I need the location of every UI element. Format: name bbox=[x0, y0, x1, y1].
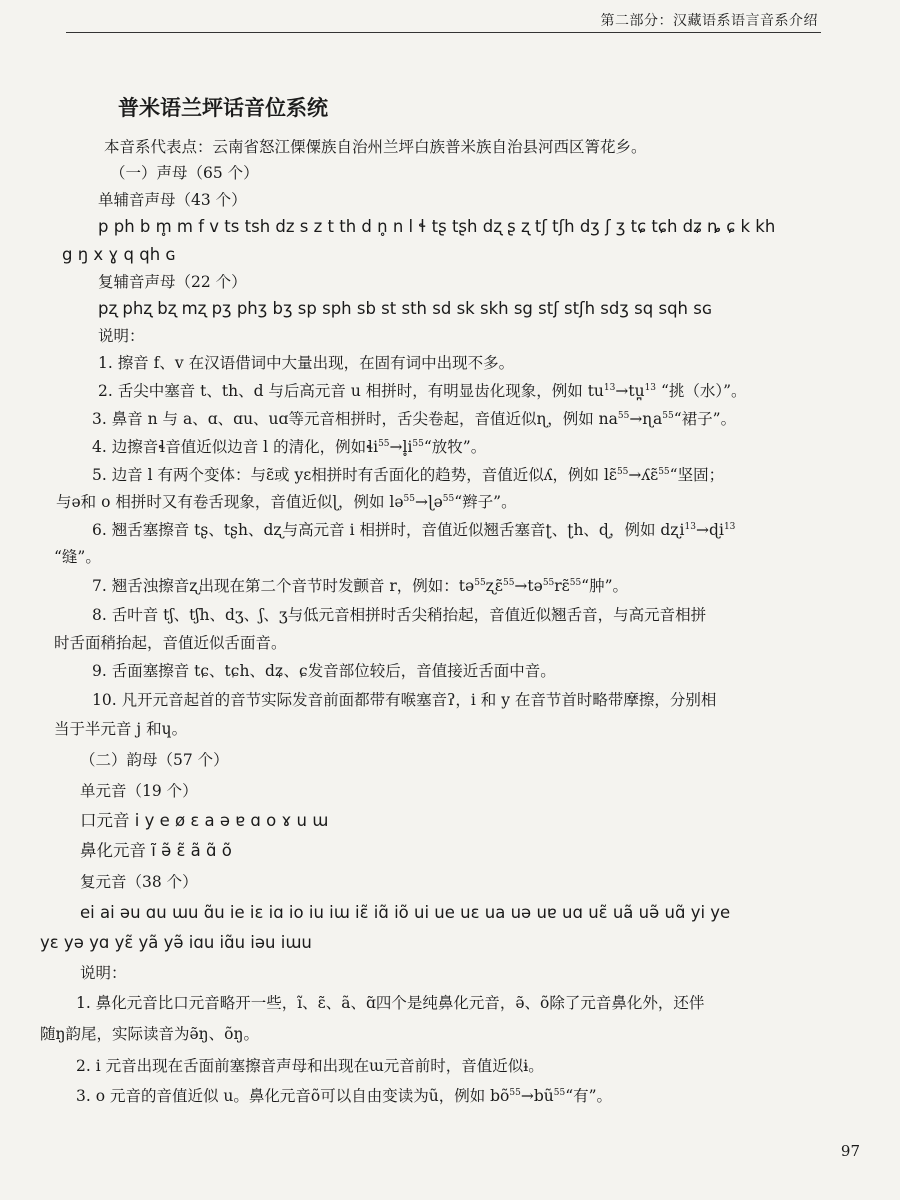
tone-mark: 55 bbox=[616, 467, 629, 477]
header-section-title: 第二部分：汉藏语系语言音系介绍 bbox=[600, 13, 818, 29]
note-7-text-d: rɛ̃ bbox=[554, 577, 570, 595]
note-5-text-c: “坚固； bbox=[669, 466, 725, 484]
nasal-vowels-line: 鼻化元音 ĩ ə̃ ɛ̃ ã ɑ̃ õ bbox=[80, 841, 232, 860]
tone-mark: 13 bbox=[684, 522, 696, 532]
note-5-text-a: 5. 边音 l 有两个变体：与ɛ̃或 yɛ相拼时有舌面化的趋势，音值近似ʎ，例如 lɛ̃ bbox=[92, 466, 617, 484]
note-5-line2-text-a: 与ə和 o 相拼时又有卷舌现象，音值近似ɭ，例如 lə bbox=[56, 493, 404, 511]
note-4-text-c: “放牧”。 bbox=[423, 438, 487, 456]
single-consonant-list-1: p ph b m̥ m f v ts tsh dz s z t th d n̥ n l ɬ tʂ tʂh dʐ ʂ ʐ tʃ tʃh dʒ ʃ ʒ tɕ tɕh dʑ ȵ ɕ k kh bbox=[98, 217, 776, 236]
compound-consonant-heading: 复辅音声母（22 个） bbox=[98, 273, 247, 291]
note-6-line-1 bbox=[92, 520, 735, 540]
compound-consonant-list: pʐ phʐ bʐ mʐ pʒ phʒ bʒ sp sph sb st sth sd sk skh sg stʃ stʃh sdʒ sq sqh sɢ bbox=[98, 299, 713, 318]
tone-mark: 55 bbox=[403, 494, 415, 504]
note-3 bbox=[92, 409, 736, 429]
note-4-text-b: →l̥i bbox=[389, 438, 413, 456]
note-8-line-2: 时舌面稍抬起，音值近似舌面音。 bbox=[54, 634, 287, 652]
header-rule bbox=[66, 32, 821, 33]
note-3-text-c: “裙子”。 bbox=[673, 410, 737, 428]
page-title: 普米语兰坪话音位系统 bbox=[118, 96, 328, 120]
note-2-text-c: “挑（水）”。 bbox=[656, 382, 747, 400]
note-4 bbox=[92, 437, 486, 457]
oral-vowels-line: 口元音 i y e ø ɛ a ə ɐ ɑ o ɤ u ɯ bbox=[80, 811, 329, 830]
vowel-note-3-text-c: “有”。 bbox=[565, 1087, 613, 1105]
note-7-text-c: →tə bbox=[514, 577, 543, 595]
page-number: 97 bbox=[840, 1142, 860, 1160]
vowel-note-1-line-1: 1. 鼻化元音比口元音略开一些，ĩ、ɛ̃、ã、ɑ̃四个是纯鼻化元音，ə̃、õ除了元音鼻化外，还伴 bbox=[76, 994, 705, 1012]
note-10-line-1: 10. 凡开元音起首的音节实际发音前面都带有喉塞音ʔ，i 和 y 在音节首时略带摩擦，分别相 bbox=[92, 691, 717, 709]
tone-mark: 13 bbox=[603, 383, 616, 393]
note-5-line2-text-b: →ɭə bbox=[415, 493, 443, 511]
note-7-text-e: “肿”。 bbox=[581, 577, 629, 595]
single-consonant-heading: 单辅音声母（43 个） bbox=[98, 191, 247, 209]
tone-mark: 55 bbox=[553, 1088, 566, 1098]
tone-mark: 13 bbox=[644, 383, 657, 393]
tone-mark: 13 bbox=[723, 522, 736, 532]
note-5-line-1 bbox=[92, 465, 724, 485]
tone-mark: 55 bbox=[542, 578, 555, 588]
note-4-text-a: 4. 边擦音ɬ音值近似边音 l 的清化，例如ɬi bbox=[92, 438, 379, 456]
tone-mark: 55 bbox=[569, 578, 582, 588]
vowel-note-2: 2. i 元音出现在舌面前塞擦音声母和出现在ɯ元音前时，音值近似ɨ。 bbox=[76, 1057, 544, 1075]
note-2 bbox=[98, 381, 747, 401]
vowel-note-3 bbox=[76, 1086, 612, 1106]
running-header bbox=[0, 0, 900, 40]
tone-mark: 55 bbox=[658, 467, 670, 477]
note-8-line-1: 8. 舌叶音 tʃ、tʃh、dʒ、ʃ、ʒ与低元音相拼时舌尖稍抬起，音值近似翘舌音，与高元音相拼 bbox=[92, 606, 707, 624]
finals-heading: （二）韵母（57 个） bbox=[80, 751, 229, 769]
notes-label-1: 说明： bbox=[98, 327, 145, 345]
monophthong-heading: 单元音（19 个） bbox=[80, 782, 198, 800]
tone-mark: 55 bbox=[509, 1088, 521, 1098]
tone-mark: 55 bbox=[442, 494, 455, 504]
note-10-line-2: 当于半元音 j 和ɥ。 bbox=[54, 720, 188, 738]
note-7 bbox=[92, 576, 628, 596]
note-6-text-b: →ɖi bbox=[695, 521, 724, 539]
note-9: 9. 舌面塞擦音 tɕ、tɕh、dʑ、ɕ发音部位较后，音值接近舌面中音。 bbox=[92, 662, 556, 680]
tone-mark: 55 bbox=[617, 411, 630, 421]
note-2-text-b: →tu̪ bbox=[615, 382, 645, 400]
note-5-line2-text-c: “辫子”。 bbox=[454, 493, 517, 511]
vowel-note-3-text-b: →bũ bbox=[520, 1087, 554, 1105]
initials-heading: （一）声母（65 个） bbox=[110, 164, 259, 182]
note-3-text-b: →ɳa bbox=[629, 410, 663, 428]
note-7-text-a: 7. 翘舌浊擦音ʐ出现在第二个音节时发颤音 r，例如：tə bbox=[92, 577, 475, 595]
note-6-text-a: 6. 翘舌塞擦音 tʂ、tʂh、dʐ与高元音 i 相拼时，音值近似翘舌塞音ʈ、ʈh、ɖ，例如 dʐi bbox=[92, 521, 685, 539]
single-consonant-list-2: g ŋ x ɣ q qh ɢ bbox=[62, 245, 176, 264]
note-2-text-a: 2. 舌尖中塞音 t、th、d 与后高元音 u 相拼时，有明显齿化现象，例如 tu bbox=[98, 382, 604, 400]
notes-label-2: 说明： bbox=[80, 964, 127, 982]
tone-mark: 55 bbox=[474, 578, 486, 588]
note-5-text-b: →ʎɛ̃ bbox=[628, 466, 659, 484]
compound-vowels-line-2: yɛ yə yɑ yɛ̃ yã yə̃ iɑu iɑ̃u iəu iɯu bbox=[40, 933, 312, 952]
vowel-note-3-text-a: 3. o 元音的音值近似 u。鼻化元音õ可以自由变读为ũ，例如 bõ bbox=[76, 1087, 510, 1105]
note-1: 1. 擦音 f、v 在汉语借词中大量出现，在固有词中出现不多。 bbox=[98, 354, 515, 372]
note-6-line-2: “缝”。 bbox=[54, 548, 101, 566]
note-5-line-2 bbox=[56, 492, 517, 512]
intro-line: 本音系代表点：云南省怒江傈僳族自治州兰坪白族普米族自治县河西区箐花乡。 bbox=[104, 138, 647, 156]
vowel-note-1-line-2: 随ŋ韵尾，实际读音为ə̃ŋ、õŋ。 bbox=[40, 1025, 259, 1043]
compound-vowels-line-1: ei ai əu ɑu ɯu ɑ̃u ie iɛ iɑ io iu iɯ iɛ̃ iɑ̃ iõ ui ue uɛ ua uə uɐ uɑ uɛ̃ uã uə̃ uɑ̃ yi ye bbox=[80, 903, 731, 922]
tone-mark: 55 bbox=[412, 439, 424, 449]
tone-mark: 55 bbox=[502, 578, 515, 588]
compound-vowels-heading: 复元音（38 个） bbox=[80, 873, 198, 891]
tone-mark: 55 bbox=[378, 439, 390, 449]
tone-mark: 55 bbox=[662, 411, 674, 421]
note-3-text-a: 3. 鼻音 n 与 a、ɑ、ɑu、uɑ等元音相拼时，舌尖卷起，音值近似ɳ，例如 na bbox=[92, 410, 618, 428]
note-7-text-b: ʐɛ̃ bbox=[485, 577, 503, 595]
